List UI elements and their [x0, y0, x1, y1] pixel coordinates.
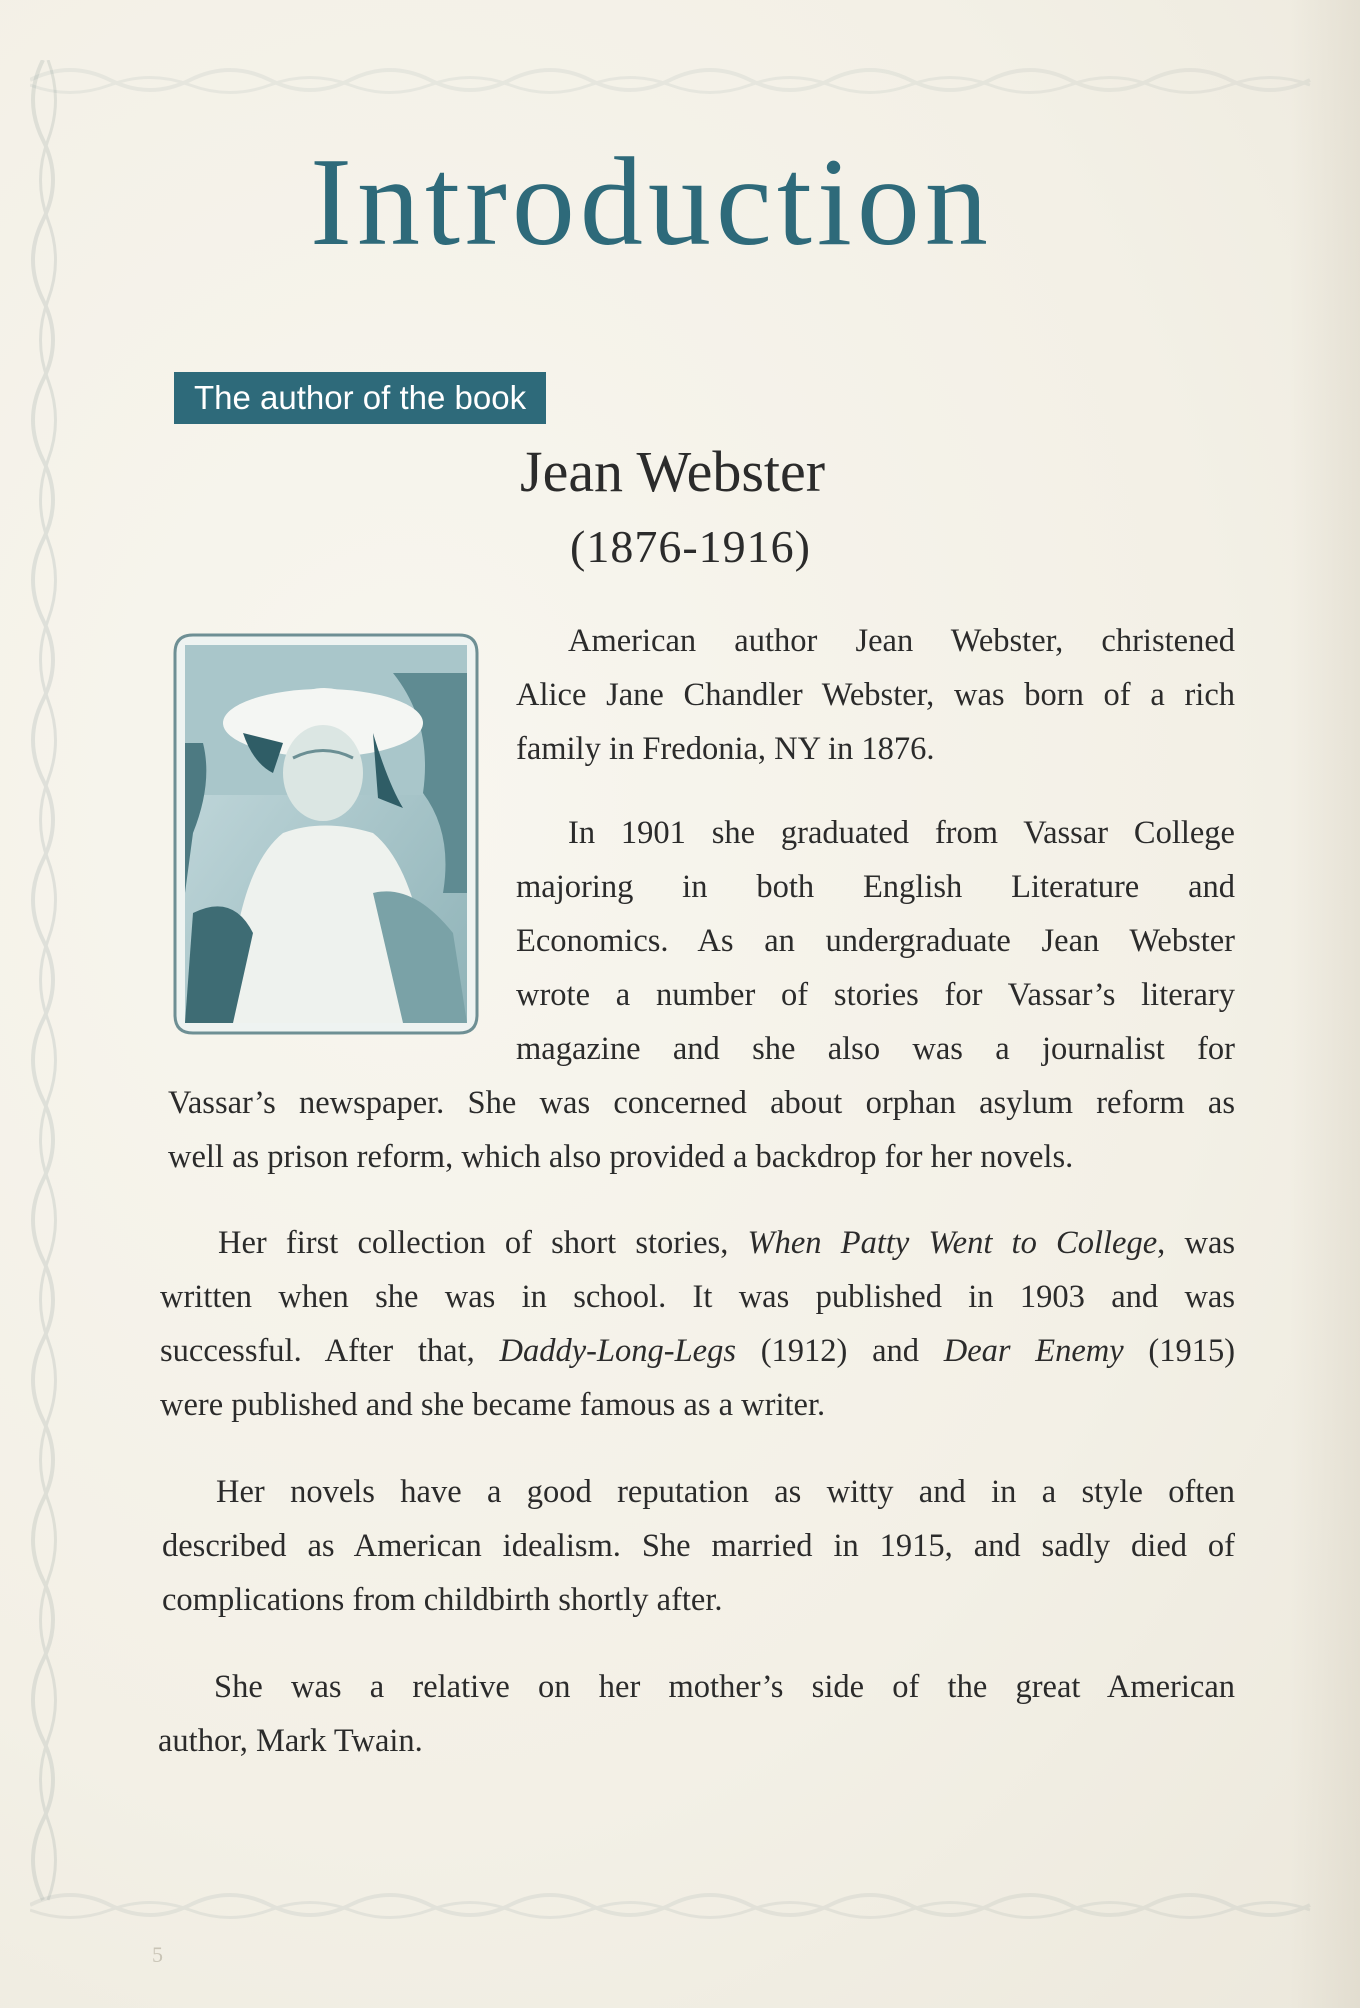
- text-line: [160, 1324, 1235, 1378]
- text-line: well as prison reform, which also provided a backdrop for her novels.: [168, 1139, 1074, 1175]
- text-line: In 1901 she graduated from Vassar College: [568, 815, 1235, 851]
- text-line: She was a relative on her mother’s side of the great American: [214, 1669, 1235, 1705]
- intro-paragraph-2-wide: [168, 1076, 1235, 1184]
- text-line: majoring in both English Literature and: [516, 869, 1235, 905]
- section-label: The author of the book: [174, 372, 546, 424]
- intro-paragraph-3: [160, 1216, 1235, 1432]
- text-line: Her novels have a good reputation as witty and in a style often: [216, 1474, 1235, 1510]
- text-segment: Her first collection of short stories,: [218, 1225, 729, 1261]
- author-name: Jean Webster: [520, 439, 826, 504]
- book-title: Daddy-Long-Legs: [499, 1333, 736, 1369]
- book-title: When Patty Went to College: [747, 1225, 1158, 1261]
- intro-paragraph-2-narrow: [516, 806, 1235, 1076]
- text-line: Vassar’s newspaper. She was concerned about orphan asylum reform as: [168, 1085, 1235, 1121]
- text-line: Alice Jane Chandler Webster, was born of a rich: [516, 677, 1235, 713]
- text-line: written when she was in school. It was published in 1903 and was: [160, 1279, 1235, 1315]
- book-title: Dear Enemy: [943, 1333, 1124, 1369]
- portrait-photo: [173, 633, 479, 1035]
- text-line: [160, 1216, 1235, 1270]
- text-line: complications from childbirth shortly after.: [162, 1582, 723, 1618]
- text-line: family in Fredonia, NY in 1876.: [516, 731, 935, 767]
- text-line: Economics. As an undergraduate Jean Webster: [516, 923, 1235, 959]
- decorative-border-left: [18, 60, 68, 1920]
- decorative-border-bottom: [30, 1880, 1330, 1930]
- intro-paragraph-4: [162, 1465, 1235, 1627]
- text-line: were published and she became famous as a writer.: [160, 1387, 826, 1423]
- text-line: American author Jean Webster, christened: [568, 623, 1235, 659]
- page-title: Introduction: [310, 133, 993, 272]
- author-years: (1876-1916): [570, 521, 811, 572]
- text-line: author, Mark Twain.: [158, 1723, 423, 1759]
- page-number: 5: [152, 1942, 163, 1967]
- text-segment: (1912) and: [760, 1333, 920, 1369]
- page-gutter-shadow: [1290, 0, 1360, 2008]
- text-segment: (1915): [1148, 1333, 1236, 1369]
- text-segment: , was: [1157, 1225, 1236, 1261]
- intro-paragraph-1: [516, 614, 1235, 776]
- text-line: magazine and she also was a journalist for: [516, 1031, 1235, 1067]
- text-line: described as American idealism. She married in 1915, and sadly died of: [162, 1528, 1235, 1564]
- text-line: wrote a number of stories for Vassar’s literary: [516, 977, 1235, 1013]
- decorative-border-top: [30, 55, 1330, 105]
- intro-paragraph-5: [158, 1660, 1235, 1768]
- text-segment: successful. After that,: [160, 1333, 475, 1369]
